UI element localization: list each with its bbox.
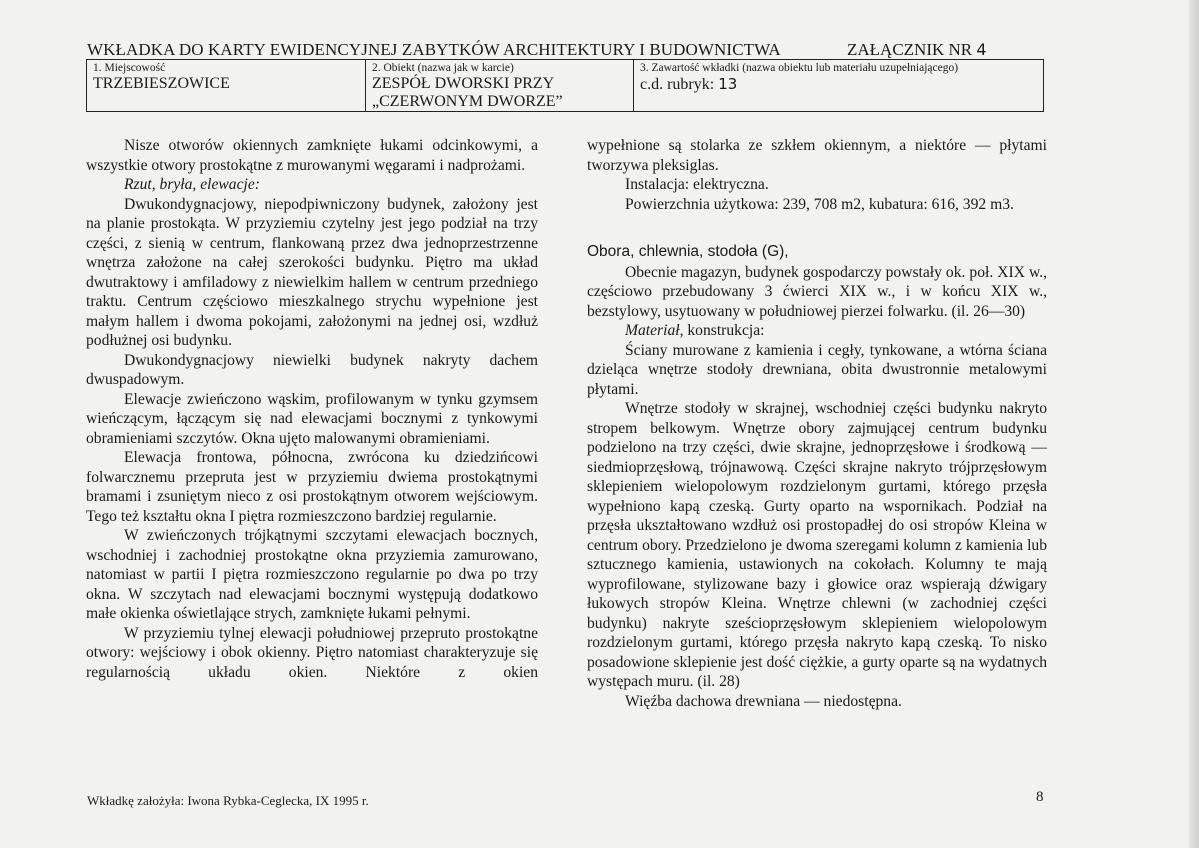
section-subheading: Materiał, konstrukcja: [625, 322, 765, 339]
paragraph: Więźba dachowa drewniana — niedostępna. [625, 692, 902, 710]
annex-number: 4 [976, 40, 987, 59]
page-number: 8 [1036, 789, 1044, 805]
paragraph: W przyziemiu tylnej elewacji południowej przepruto prostokątne otwory: wejściowy i obok okienny. Piętro natomiast charakteryzuje się regularnością układu okien. Niektóre z okien [86, 624, 538, 681]
locality-label: 1. Miejscowość [93, 62, 166, 74]
page-edge-shadow [1189, 0, 1199, 848]
paragraph: Obecnie magazyn, budynek gospodarczy powstały ok. poł. XIX w., częściowo przebudowany 3 ćwierci XIX w., i w końcu XIX w., bezstylowy, usytuowany w południowej pierzei folwarku. (il. 26—30) [587, 263, 1047, 320]
section-heading: Obora, chlewnia, stodoła (G), [587, 243, 789, 260]
document-title: WKŁADKA DO KARTY EWIDENCYJNEJ ZABYTKÓW ARCHITEKTURY I BUDOWNICTWA [87, 40, 781, 59]
annex-prefix: ZAŁĄCZNIK NR [847, 40, 973, 59]
paragraph: Instalacja: elektryczna. [625, 176, 769, 193]
contents-value [640, 75, 1043, 94]
contents-number: 13 [718, 75, 738, 93]
paragraph: Powierzchnia użytkowa: 239, 708 m2, kubatura: 616, 392 m3. [625, 195, 1014, 213]
annex-label [847, 40, 987, 60]
section-subheading: Rzut, bryła, elewacje: [124, 176, 260, 193]
object-label: 2. Obiekt (nazwa jak w karcie) [372, 62, 514, 74]
contents-cell [633, 60, 1043, 111]
author-footer: Wkładkę założyła: Iwona Rybka-Ceglecka, IX 1995 r. [87, 793, 369, 808]
paragraph: Elewacje zwieńczono wąskim, profilowanym w tynku gzymsem wieńczącym, łączącym się nad elewacjami bocznymi z tynkowymi obramieniami szczytów. Okna ujęto malowanymi obramieniami. [86, 390, 538, 447]
paragraph: Nisze otworów okiennych zamknięte łukami odcinkowymi, a wszystkie otwory prostokątne z murowanymi węgarami i nadprożami. [86, 137, 538, 174]
paragraph: W zwieńczonych trójkątnymi szczytami elewacjach bocznych, wschodniej i zachodniej prostokątne okna przyziemia zamurowano, natomiast w partii I piętra rozmieszczono regularnie po dwa po trzy okna. W szczytach nad elewacjami bocznymi występują dodatkowo małe okienka oświetlające strych, zamknięte łukami pełnymi. [86, 527, 538, 622]
left-text-column [86, 136, 538, 682]
paragraph: wypełnione są stolarka ze szkłem okiennym, a niektóre — płytami tworzywa pleksiglas. [587, 137, 1047, 174]
paragraph: Elewacja frontowa, północna, zwrócona ku dziedzińcowi folwarcznemu przepruta jest w przyziemiu dwiema prostokątnymi bramami i zsuniętym nieco z osi prostokątnym otworem wejściowym. Tego też kształtu okna I piętra rozmieszczono bardziej regularnie. [86, 449, 538, 525]
object-value-line1: ZESPÓŁ DWORSKI PRZY [372, 75, 555, 92]
form-header-table [86, 59, 1044, 112]
object-value-line2: „CZERWONYM DWORZE” [372, 93, 563, 110]
contents-prefix: c.d. rubryk: [640, 76, 715, 93]
locality-cell [87, 60, 365, 111]
locality-value: TRZEBIESZOWICE [93, 75, 230, 92]
right-text-column [587, 136, 1047, 711]
object-cell [365, 60, 633, 111]
paragraph: Dwukondygnacjowy niewielki budynek nakryty dachem dwuspadowym. [86, 351, 538, 388]
paragraph: Ściany murowane z kamienia i cegły, tynkowane, a wtórna ściana dzieląca wnętrze stodoły drewniana, obita dwustronnie metalowymi płytami. [587, 341, 1047, 398]
contents-label: 3. Zawartość wkładki (nazwa obiektu lub materiału uzupełniającego) [640, 62, 959, 74]
paragraph: Wnętrze stodoły w skrajnej, wschodniej części budynku nakryto stropem belkowym. Wnętrze obory zajmującej centrum budynku podzielono na trzy części, dwie skrajne, jednoprzęsłowe i środkową — siedmioprzęsłową, trójnawową. Części skrajne nakryto trójprzęsłowym sklepieniem wielopolowym rozdzielonym gurtami, którego przęsła wypełniono kapą czeską. Gurty oparto na wspornikach. Podział na przęsła ukształtowano wzdłuż osi prostopadłej do osi stropów Kleina w centrum obory. Przedzielono je dwoma szeregami kolumn z kamienia lub sztucznego kamienia, ustawionych na cokołach. Kolumny te mają wyprofilowane, stylizowane bazy i głowice oraz wspierają dźwigary łukowych stropów Kleina. Wnętrze chlewni (w zachodniej części budynku) nakryte sześcioprzęsłowym sklepieniem wielopolowym rozdzielonym gurtami, którego przęsła nakryto kapą czeską. To nisko posadowione sklepienie jest dość ciężkie, a gurty oparte są na wydatnych występach muru. (il. 28) [587, 400, 1047, 690]
paragraph: Dwukondygnacjowy, niepodpiwniczony budynek, założony jest na planie prostokąta. W przyziemiu czytelny jest jego podział na trzy części, z sienią w centrum, flankowaną przez dwa jednoprzestrzenne wnętrza założone na całej szerokości budynku. Piętro ma układ dwutraktowy i amfiladowy z niewielkim hallem w centrum przedniego traktu. Centrum częściowo mieszkalnego strychu wypełnione jest małym hallem i dwoma pokojami, założonymi na jednej osi, wzdłuż podłużnej osi budynku. [86, 195, 538, 349]
